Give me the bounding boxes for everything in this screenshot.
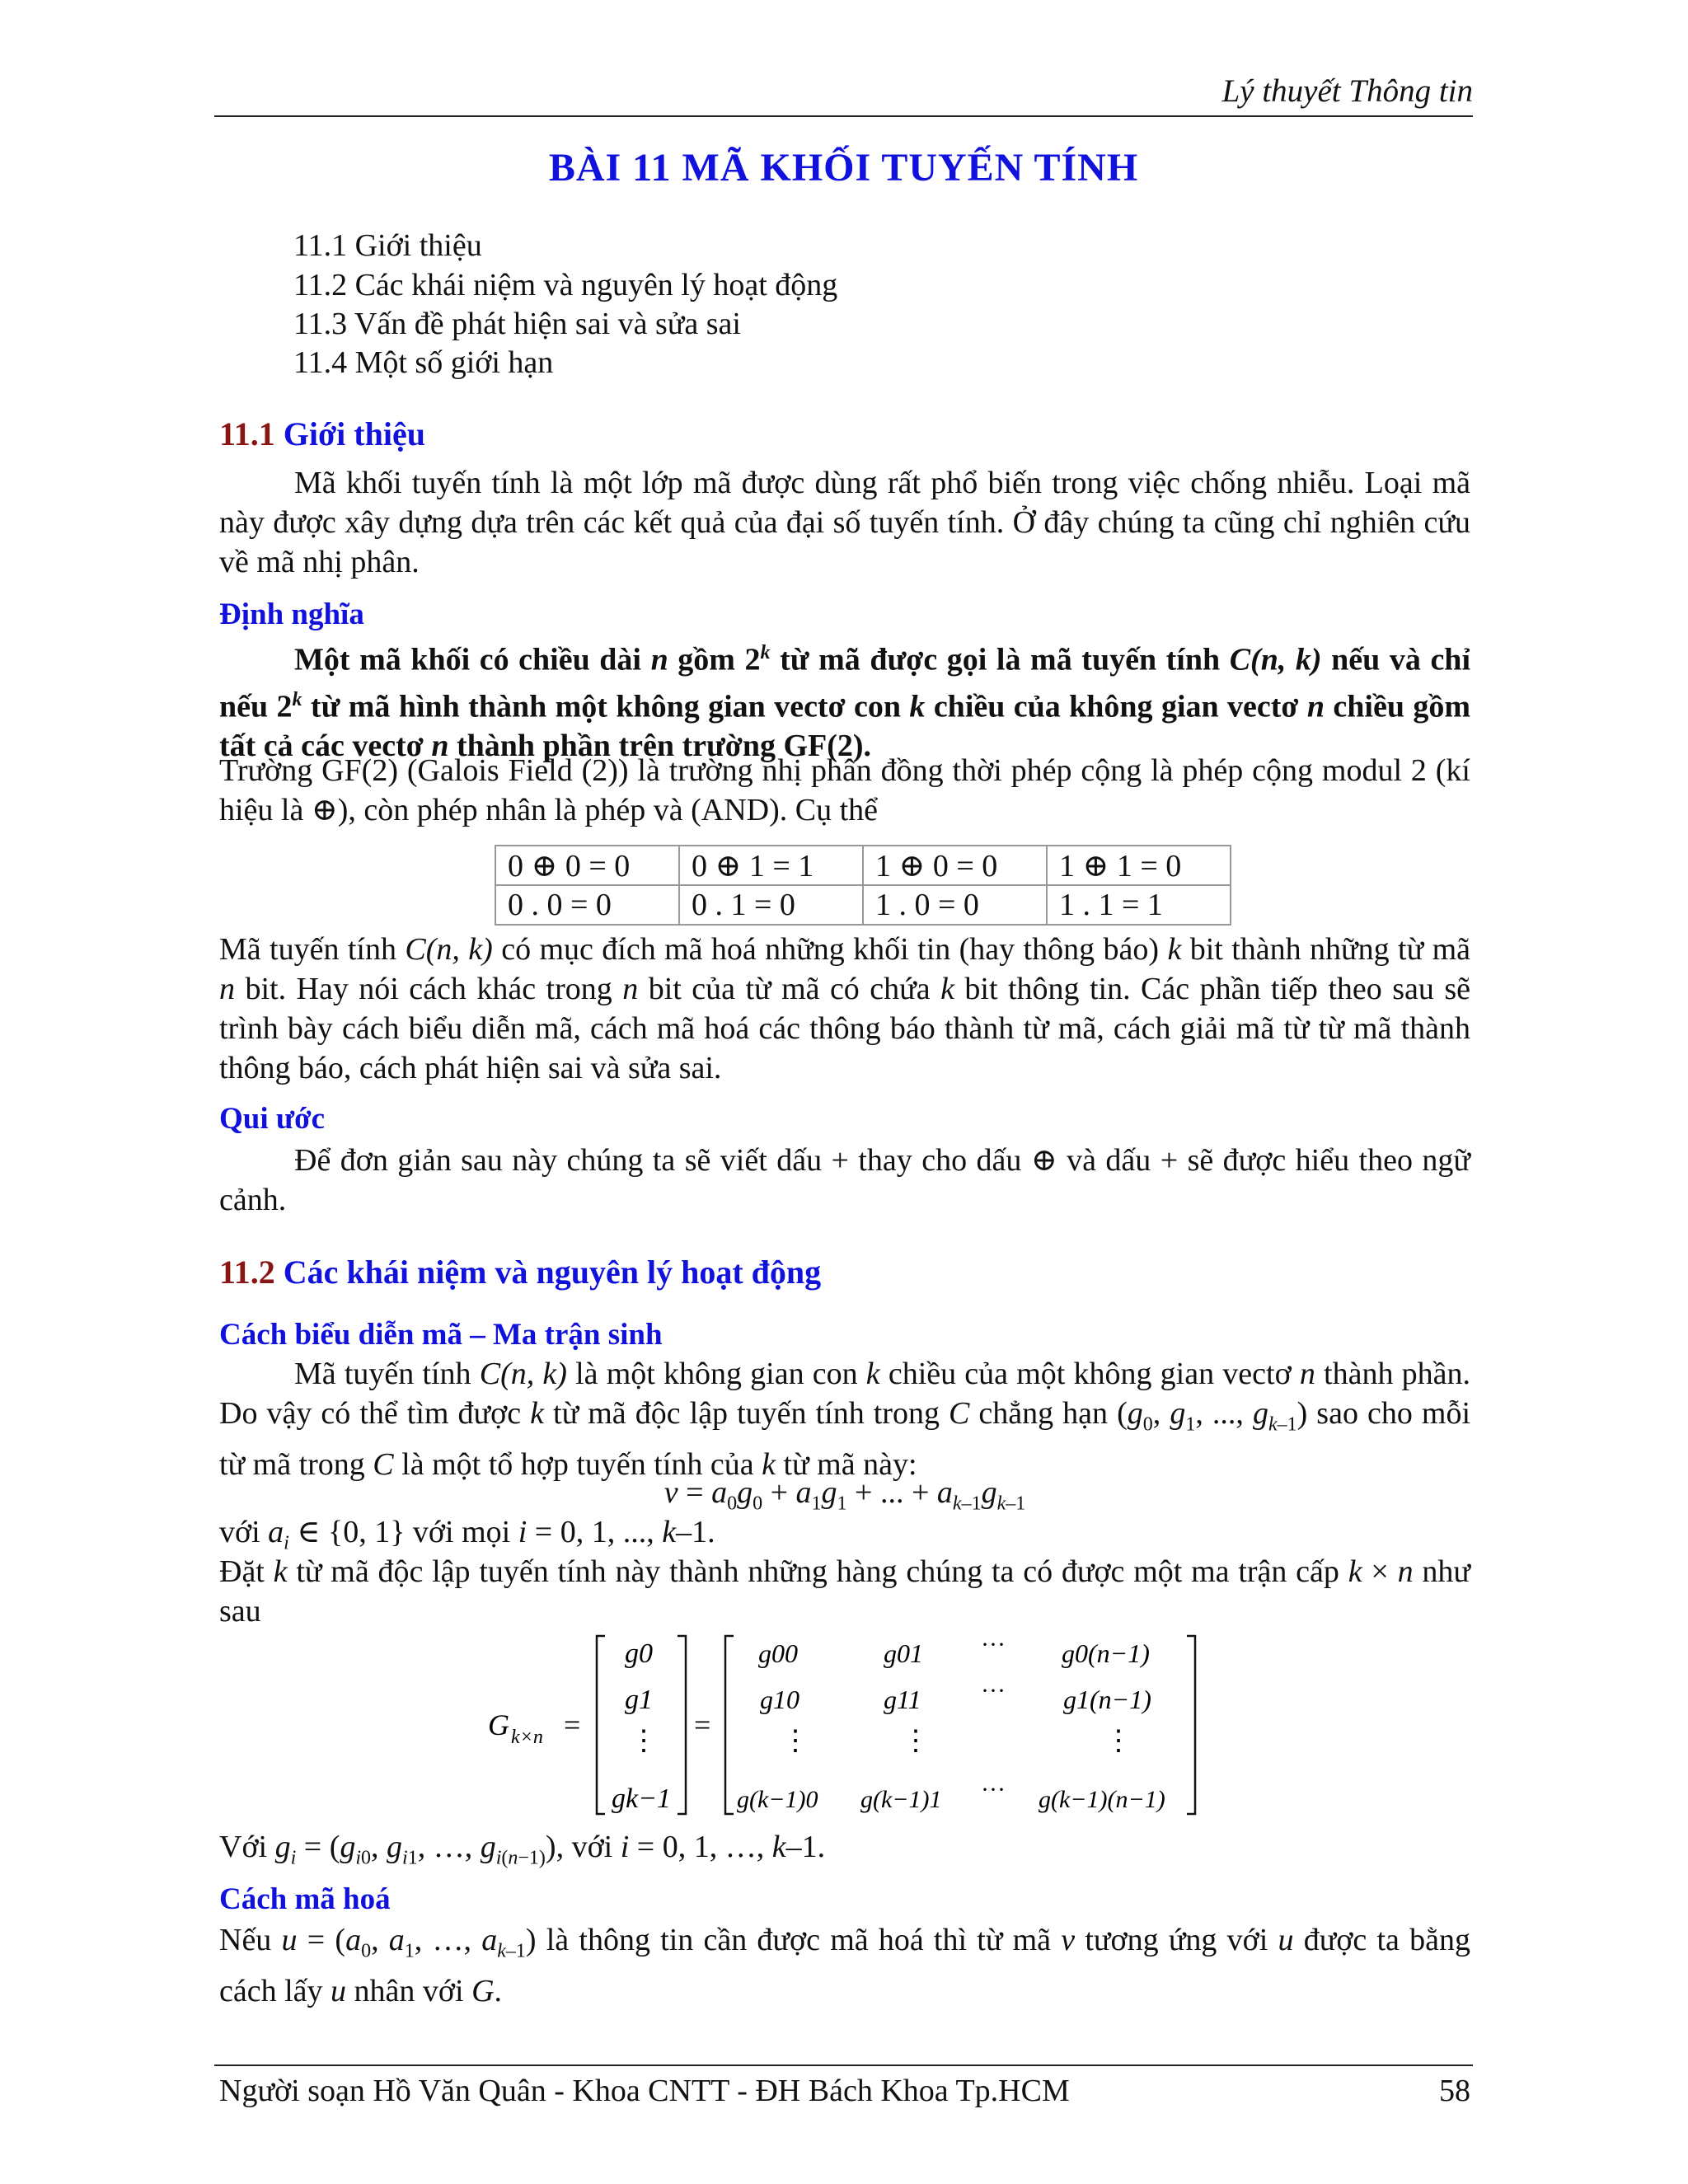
matrix-entry: ⋮ xyxy=(781,1726,809,1756)
encoding-paragraph: Nếu $u = (a_0$, $a_1$, …, $a_{k-1}$) là thông tin cần được mã hoá thì từ mã v tương ứng với u được ta bằng cách lấy u nhân với G. xyxy=(219,1923,1471,2008)
table-cell: 1 . 0 = 0 xyxy=(863,885,1047,925)
table-cell: 1 ⊕ 0 = 0 xyxy=(863,846,1047,885)
matrix-entry: g(k−1)0 xyxy=(737,1786,818,1813)
page-number: 58 xyxy=(1439,2074,1470,2108)
generator-matrix-equation xyxy=(462,1628,1220,1825)
matrix-entry: g01 xyxy=(884,1638,923,1668)
footer-author: Người soạn Hồ Văn Quân - Khoa CNTT - ĐH Bách Khoa Tp.HCM xyxy=(219,2074,1070,2108)
linear-combination-formula: $v = a_0g_0 + a_1g_1$ + ... + $a_{k-1}g_{k-1}$ xyxy=(663,1475,1026,1515)
section-title: Các khái niệm và nguyên lý hoạt động xyxy=(283,1254,822,1291)
table-cell: 0 . 1 = 0 xyxy=(679,885,863,925)
representation-paragraph: Mã tuyến tính C(n, k) là một không gian con k chiều của một không gian vectơ n thành phần. Do vậy có thể tìm được k từ mã độc lập tuyến tính trong C chẳng hạn ($g_0$, $g_1$, ..., $g_{k-1}$) sao cho mỗi từ mã trong C là một tổ hợp tuyến tính của k từ mã này: xyxy=(219,1357,1471,1482)
table-row xyxy=(495,885,1231,925)
row-definition: Với $g_i = (g_{i0}$, $g_{i1}$, …, $g_{i(n-1)}$), với i = 0, 1, …, k–1. xyxy=(219,1830,826,1869)
header-rule xyxy=(214,115,1473,117)
column-entry: g1 xyxy=(625,1685,653,1715)
coefficient-condition: với $a_i$ ∈ {0, 1} với mọi i = 0, 1, ..., k–1. xyxy=(219,1515,715,1554)
matrix-entry: g(k−1)(n−1) xyxy=(1039,1786,1165,1813)
section-heading-11-2 xyxy=(219,1253,821,1291)
matrix-entry: ··· xyxy=(981,1631,1006,1658)
intro-paragraph: Mã khối tuyến tính là một lớp mã được dùng rất phổ biến trong việc chống nhiễu. Loại mã này được xây dựng dựa trên các kết quả của đại số tuyến tính. Ở đây chúng ta cũng chỉ nghiên cứu về mã nhị phân. xyxy=(219,466,1470,579)
matrix-entry: g11 xyxy=(884,1685,921,1714)
matrix-entry: ··· xyxy=(981,1677,1006,1704)
matrix-entry: g10 xyxy=(760,1685,799,1714)
definition-paragraph: Một mã khối có chiều dài n gồm 2$^k$ từ mã được gọi là mã tuyến tính C(n, k) nếu và chỉ nếu 2$^k$ từ mã hình thành một không gian vectơ con k chiều của không gian vectơ n chiều gồm tất cả các vectơ n thành phần trên trường GF(2). xyxy=(219,642,1470,764)
section-number: 11.2 xyxy=(219,1254,275,1291)
matrix-entry: g00 xyxy=(758,1638,798,1668)
right-bracket xyxy=(1187,1636,1195,1814)
toc-item-3: 11.3 Vấn đề phát hiện sai và sửa sai xyxy=(293,307,741,341)
matrix-entry: ··· xyxy=(981,1776,1006,1803)
matrix-lhs-subscript: k×n xyxy=(511,1727,543,1748)
column-entry: g0 xyxy=(625,1638,653,1669)
section-title: Giới thiệu xyxy=(283,415,425,452)
convention-heading: Qui ước xyxy=(219,1102,326,1136)
convention-paragraph: Để đơn giản sau này chúng ta sẽ viết dấu + thay cho dấu ⊕ và dấu + sẽ được hiểu theo ngữ cảnh. xyxy=(219,1143,1470,1217)
matrix-intro-paragraph: Đặt k từ mã độc lập tuyến tính này thành những hàng chúng ta có được một ma trận cấp k × n như sau xyxy=(219,1554,1470,1629)
gf2-operation-table xyxy=(495,845,1231,926)
svg-text:=: = xyxy=(564,1708,581,1741)
toc-item-1: 11.1 Giới thiệu xyxy=(293,228,482,263)
page-title: BÀI 11 MÃ KHỐI TUYẾN TÍNH xyxy=(548,146,1139,190)
section-heading-11-1 xyxy=(219,415,425,453)
representation-heading: Cách biểu diễn mã – Ma trận sinh xyxy=(219,1318,663,1352)
left-bracket xyxy=(597,1636,605,1814)
table-cell: 0 . 0 = 0 xyxy=(495,885,679,925)
section-number: 11.1 xyxy=(219,415,275,452)
matrix-entry: ⋮ xyxy=(902,1726,930,1756)
encoding-heading: Cách mã hoá xyxy=(219,1882,391,1916)
running-header: Lý thuyết Thông tin xyxy=(1221,73,1473,109)
matrix-entry: g(k−1)1 xyxy=(860,1786,942,1813)
matrix-lhs: G xyxy=(488,1708,509,1741)
column-entry: gk−1 xyxy=(612,1783,672,1814)
linear-code-paragraph: Mã tuyến tính C(n, k) có mục đích mã hoá những khối tin (hay thông báo) k bit thành những từ mã n bit. Hay nói cách khác trong n bit của từ mã có chứa k bit thông tin. Các phần tiếp theo sau sẽ trình bày cách biểu diễn mã, cách mã hoá các thông báo thành từ mã, cách giải mã từ từ mã thành thông báo, cách phát hiện sai và sửa sai. xyxy=(219,932,1470,1085)
table-cell: 1 . 1 = 1 xyxy=(1047,885,1231,925)
table-cell: 1 ⊕ 1 = 0 xyxy=(1047,846,1231,885)
matrix-entry: ⋮ xyxy=(1104,1726,1132,1756)
footer-rule xyxy=(214,2064,1473,2066)
toc-item-2: 11.2 Các khái niệm và nguyên lý hoạt động xyxy=(293,268,838,302)
right-bracket xyxy=(678,1636,686,1814)
matrix-entry: g1(n−1) xyxy=(1063,1685,1151,1714)
toc-item-4: 11.4 Một số giới hạn xyxy=(293,345,554,380)
left-bracket xyxy=(725,1636,734,1814)
column-entry: ⋮ xyxy=(630,1726,658,1756)
matrix-entry: g0(n−1) xyxy=(1062,1638,1150,1668)
table-cell: 0 ⊕ 1 = 1 xyxy=(679,846,863,885)
table-cell: 0 ⊕ 0 = 0 xyxy=(495,846,679,885)
gf2-paragraph: Trường GF(2) (Galois Field (2)) là trường nhị phân đồng thời phép cộng là phép cộng modul 2 (kí hiệu là ⊕), còn phép nhân là phép và (AND). Cụ thể xyxy=(219,753,1470,827)
svg-text:=: = xyxy=(694,1708,711,1741)
definition-heading: Định nghĩa xyxy=(219,598,364,631)
table-row xyxy=(495,846,1231,885)
